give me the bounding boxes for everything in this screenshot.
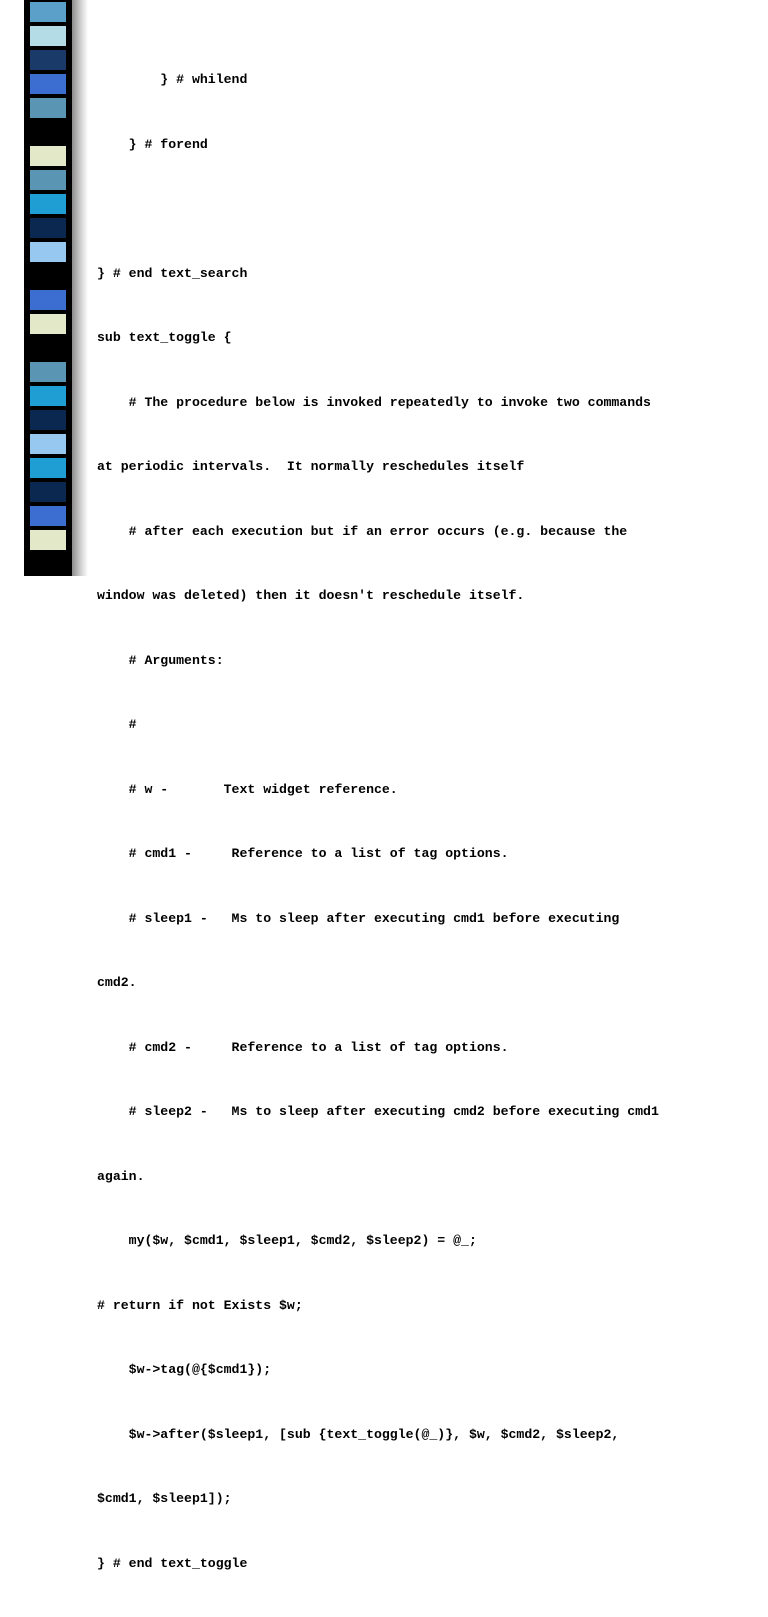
decorative-stripe-segment [30,242,66,262]
code-line: # sleep1 - Ms to sleep after executing cmd1 before executing [97,910,620,926]
decorative-stripe-segment [30,530,66,550]
code-line: cmd2. [97,975,137,990]
code-line: } # forend [97,136,208,152]
code-line: sub text_toggle { [97,330,232,345]
decorative-stripe-segment [30,98,66,118]
code-line: my($w, $cmd1, $sleep1, $cmd2, $sleep2) = @_; [97,1233,477,1248]
code-line: # return if not Exists $w; [97,1297,303,1313]
decorative-stripe-segment [30,386,66,406]
decorative-stripe-segment [30,482,66,502]
decorative-stripe-segment [30,170,66,190]
decorative-stripe-segment [30,338,66,358]
decorative-stripe-bar [24,0,72,576]
code-listing [97,26,752,1617]
code-line: $cmd1, $sleep1]); [97,1491,232,1506]
code-line: } # end text_search [97,265,248,281]
decorative-stripe-segment [30,554,66,574]
code-line: # sleep2 - Ms to sleep after executing cmd2 before executing cmd1 [97,1104,659,1119]
code-line: $w->tag(@{$cmd1}); [97,1362,272,1377]
code-line: # The procedure below is invoked repeatedly to invoke two commands [97,394,651,410]
decorative-stripe-segment [30,458,66,478]
decorative-stripe-segment [30,146,66,166]
code-line: # after each execution but if an error occurs (e.g. because the [97,523,628,539]
decorative-stripe-segment [30,26,66,46]
decorative-stripe-segment [30,50,66,70]
decorative-stripe-segment [30,218,66,238]
code-line: window was deleted) then it doesn't reschedule itself. [97,588,525,603]
decorative-stripe-segment [30,266,66,286]
decorative-stripe-segment [30,506,66,526]
decorative-stripe-segment [30,314,66,334]
decorative-stripe-segment [30,362,66,382]
code-line: # w - Text widget reference. [97,781,398,797]
decorative-stripe-segment [30,194,66,214]
code-line: # cmd1 - Reference to a list of tag options. [97,846,509,861]
code-line: # cmd2 - Reference to a list of tag options. [97,1039,509,1055]
code-line: } # end text_toggle [97,1555,248,1571]
decorative-stripe-segment [30,290,66,310]
code-line [97,198,752,220]
decorative-stripe-segment [30,434,66,454]
code-line: } # whilend [97,72,248,87]
code-line: $w->after($sleep1, [sub {text_toggle(@_)}, $w, $cmd2, $sleep2, [97,1426,620,1442]
code-line: # [97,717,137,732]
decorative-stripe-segment [30,74,66,94]
code-line: again. [97,1168,145,1184]
decorative-stripe-segment [30,410,66,430]
code-line: # Arguments: [97,652,224,668]
decorative-stripe-shadow [72,0,88,576]
decorative-stripe-segment [30,122,66,142]
code-line: at periodic intervals. It normally reschedules itself [97,459,525,474]
decorative-stripe-segment [30,2,66,22]
